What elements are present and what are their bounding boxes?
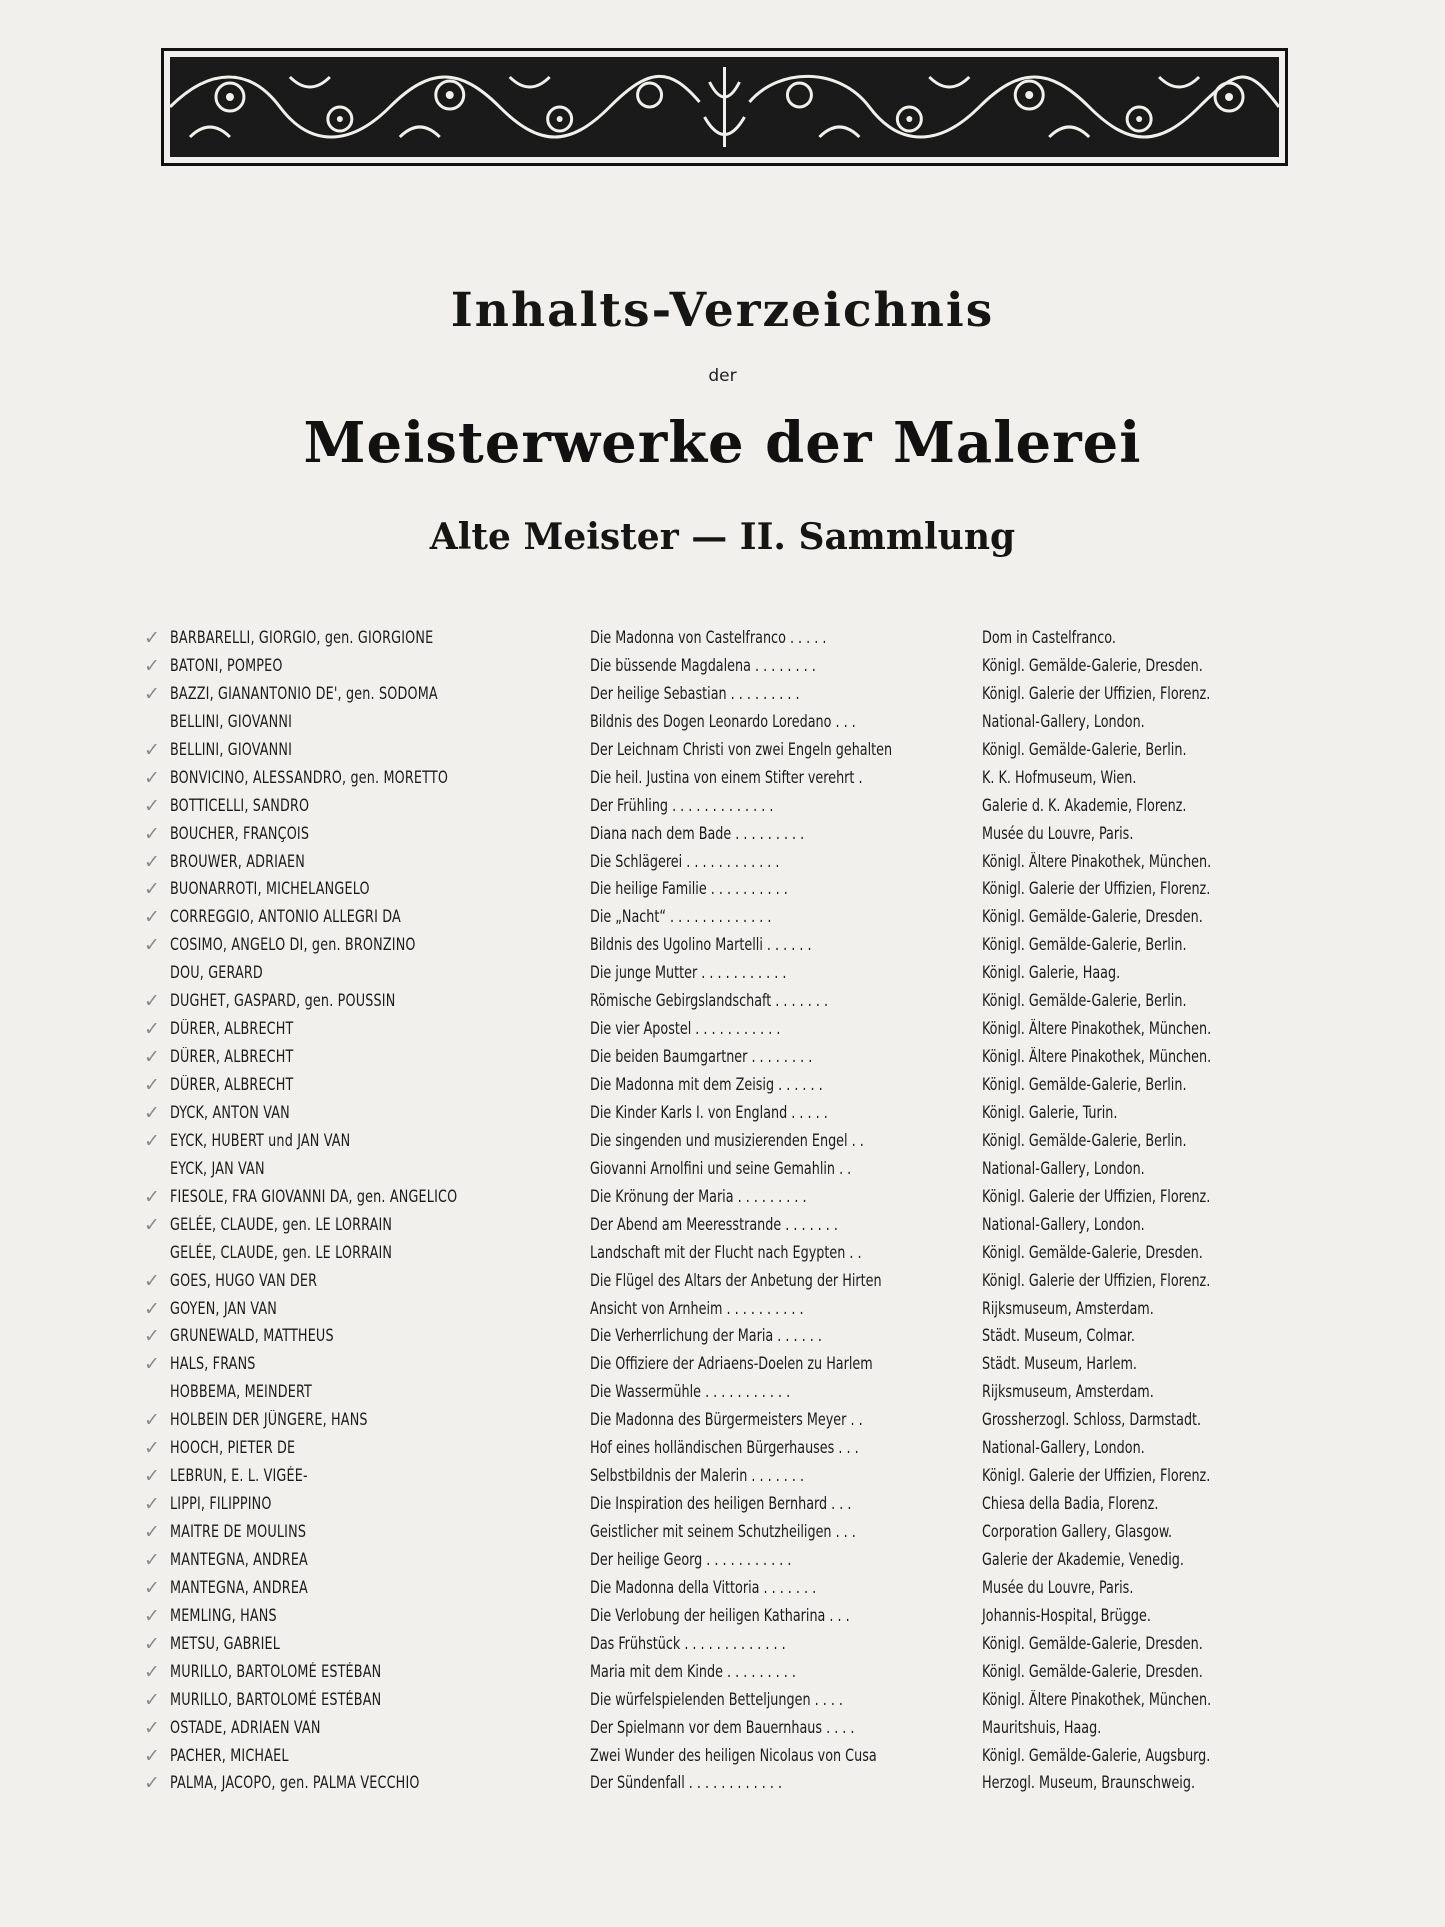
work-location: Königl. Galerie der Uffizien, Florenz.	[982, 683, 1211, 703]
work-title: Diana nach dem Bade . . . . . . . . .	[590, 823, 805, 843]
artist-name: HOLBEIN DER JÜNGERE, HANS	[170, 1410, 368, 1430]
check-mark-icon: ✓	[144, 1409, 160, 1432]
artist-name: BOUCHER, FRANÇOIS	[170, 823, 310, 843]
artist-name: METSU, GABRIEL	[170, 1633, 281, 1653]
artist-name: GOES, HUGO VAN DER	[170, 1270, 318, 1290]
work-title: Die Inspiration des heiligen Bernhard . . .	[590, 1494, 852, 1514]
check-mark-icon: ✓	[144, 1604, 160, 1627]
work-location: K. K. Hofmuseum, Wien.	[982, 767, 1137, 787]
check-mark-icon: ✓	[144, 850, 160, 873]
list-item	[140, 987, 1290, 1015]
artist-name: PALMA, JACOPO, gen. PALMA VECCHIO	[170, 1773, 420, 1793]
list-item	[140, 820, 1290, 848]
artist-name: PACHER, MICHAEL	[170, 1745, 289, 1765]
ornamental-banner	[161, 48, 1288, 166]
check-mark-icon: ✓	[144, 1185, 160, 1208]
check-mark-icon: ✓	[144, 1716, 160, 1739]
check-mark-icon: ✓	[144, 1548, 160, 1571]
work-location: Rijksmuseum, Amsterdam.	[982, 1298, 1154, 1318]
artist-name: HOBBEMA, MEINDERT	[170, 1382, 312, 1402]
work-location: Königl. Ältere Pinakothek, München.	[982, 851, 1212, 871]
work-location: Königl. Gemälde-Galerie, Dresden.	[982, 1242, 1203, 1262]
list-item	[140, 1602, 1290, 1630]
artist-name: DUGHET, GASPARD, gen. POUSSIN	[170, 991, 396, 1011]
work-location: Königl. Ältere Pinakothek, München.	[982, 1689, 1212, 1709]
list-item	[140, 624, 1290, 652]
work-title: Römische Gebirgslandschaft . . . . . . .	[590, 991, 829, 1011]
list-item	[140, 708, 1290, 736]
artist-name: GELÉE, CLAUDE, gen. LE LORRAIN	[170, 1214, 393, 1234]
work-title: Zwei Wunder des heiligen Nicolaus von Cusa	[590, 1745, 877, 1765]
work-title: Das Frühstück . . . . . . . . . . . . .	[590, 1633, 786, 1653]
work-title: Die Krönung der Maria . . . . . . . . .	[590, 1186, 807, 1206]
artist-name: LEBRUN, E. L. VIGÉE-	[170, 1466, 308, 1486]
check-mark-icon: ✓	[144, 1018, 160, 1041]
work-location: Königl. Galerie der Uffizien, Florenz.	[982, 1186, 1211, 1206]
artist-name: BONVICINO, ALESSANDRO, gen. MORETTO	[170, 767, 449, 787]
work-title: Die Wassermühle . . . . . . . . . . .	[590, 1382, 791, 1402]
work-title: Die vier Apostel . . . . . . . . . . .	[590, 1019, 781, 1039]
check-mark-icon: ✓	[144, 1269, 160, 1292]
work-title: Die Kinder Karls I. von England . . . . .	[590, 1102, 828, 1122]
work-location: Grossherzogl. Schloss, Darmstadt.	[982, 1410, 1202, 1430]
work-title: Die Flügel des Altars der Anbetung der Hirten	[590, 1270, 882, 1290]
artist-name: DYCK, ANTON VAN	[170, 1102, 290, 1122]
check-mark-icon: ✓	[144, 1074, 160, 1096]
work-location: Königl. Galerie der Uffizien, Florenz.	[982, 1466, 1211, 1486]
check-mark-icon: ✓	[144, 654, 160, 677]
work-location: Städt. Museum, Colmar.	[982, 1326, 1135, 1346]
artist-name: DÜRER, ALBRECHT	[170, 1047, 294, 1067]
artist-name: BROUWER, ADRIAEN	[170, 851, 305, 871]
work-location: Corporation Gallery, Glasgow.	[982, 1522, 1173, 1541]
check-mark-icon: ✓	[144, 1353, 160, 1376]
list-item	[140, 1350, 1290, 1378]
list-item	[140, 792, 1290, 820]
list-item	[140, 1378, 1290, 1406]
list-item	[140, 764, 1290, 792]
work-location: Städt. Museum, Harlem.	[982, 1354, 1137, 1374]
list-item	[140, 1015, 1290, 1043]
work-location: Chiesa della Badia, Florenz.	[982, 1494, 1159, 1514]
work-title: Die würfelspielenden Betteljungen . . . .	[590, 1689, 843, 1709]
list-item	[140, 1574, 1290, 1602]
artist-name: EYCK, JAN VAN	[170, 1158, 265, 1178]
artist-name: BELLINI, GIOVANNI	[170, 711, 293, 731]
artist-name: DÜRER, ALBRECHT	[170, 1019, 294, 1039]
page-title: Inhalts-Verzeichnis	[450, 283, 995, 338]
artist-name: GRUNEWALD, MATTHEUS	[170, 1326, 334, 1346]
artist-name: MANTEGNA, ANDREA	[170, 1577, 308, 1597]
work-location: Königl. Galerie, Haag.	[982, 963, 1121, 983]
list-item	[140, 1155, 1290, 1183]
work-title: Die büssende Magdalena . . . . . . . .	[590, 655, 816, 675]
list-item	[140, 1183, 1290, 1211]
work-location: Königl. Gemälde-Galerie, Berlin.	[982, 739, 1187, 759]
list-item	[140, 1322, 1290, 1350]
artist-name: DÜRER, ALBRECHT	[170, 1075, 294, 1094]
artist-name: EYCK, HUBERT und JAN VAN	[170, 1130, 351, 1150]
work-title: Die Madonna mit dem Zeisig . . . . . .	[590, 1075, 823, 1094]
check-mark-icon: ✓	[144, 1325, 160, 1348]
artist-name: BOTTICELLI, SANDRO	[170, 795, 310, 815]
artist-name: MANTEGNA, ANDREA	[170, 1549, 308, 1569]
artist-name: OSTADE, ADRIAEN VAN	[170, 1717, 321, 1737]
list-item	[140, 1686, 1290, 1714]
list-item	[140, 1295, 1290, 1323]
artist-name: BATONI, POMPEO	[170, 655, 283, 675]
list-item	[140, 1462, 1290, 1490]
list-item	[140, 1658, 1290, 1686]
check-mark-icon: ✓	[144, 906, 160, 929]
work-location: Galerie d. K. Akademie, Florenz.	[982, 795, 1187, 815]
check-mark-icon: ✓	[144, 878, 160, 901]
page-subtitle: Meisterwerke der Malerei	[303, 410, 1142, 476]
work-location: Königl. Gemälde-Galerie, Dresden.	[982, 655, 1203, 675]
check-mark-icon: ✓	[144, 990, 160, 1013]
artist-name: FIESOLE, FRA GIOVANNI DA, gen. ANGELICO	[170, 1186, 458, 1206]
check-mark-icon: ✓	[144, 1213, 160, 1236]
ornament-icon	[170, 57, 1279, 157]
work-location: Königl. Gemälde-Galerie, Berlin.	[982, 1130, 1187, 1150]
list-item	[140, 848, 1290, 876]
work-title: Der heilige Sebastian . . . . . . . . .	[590, 683, 800, 703]
check-mark-icon: ✓	[144, 766, 160, 789]
work-location: Königl. Galerie der Uffizien, Florenz.	[982, 1270, 1211, 1290]
artist-name: BUONARROTI, MICHELANGELO	[170, 879, 370, 899]
work-location: Rijksmuseum, Amsterdam.	[982, 1382, 1154, 1402]
work-location: Mauritshuis, Haag.	[982, 1717, 1102, 1737]
work-title: Die Verlobung der heiligen Katharina . . .	[590, 1605, 850, 1625]
check-mark-icon: ✓	[144, 1744, 160, 1767]
artist-name: BAZZI, GIANANTONIO DE', gen. SODOMA	[170, 683, 438, 703]
list-item	[140, 1211, 1290, 1239]
work-title: Der Abend am Meeresstrande . . . . . . .	[590, 1214, 838, 1234]
work-title: Der Spielmann vor dem Bauernhaus . . . .	[590, 1717, 855, 1737]
artist-name: CORREGGIO, ANTONIO ALLEGRI DA	[170, 907, 401, 927]
work-location: Dom in Castelfranco.	[982, 628, 1116, 647]
work-title: Der Leichnam Christi von zwei Engeln gehalten	[590, 739, 893, 759]
work-title: Die Verherrlichung der Maria . . . . . .	[590, 1326, 822, 1346]
work-title: Die Schlägerei . . . . . . . . . . . .	[590, 851, 780, 871]
work-title: Die singenden und musizierenden Engel . .	[590, 1130, 864, 1150]
work-location: National-Gallery, London.	[982, 1158, 1145, 1178]
work-title: Die Madonna della Vittoria . . . . . . .	[590, 1577, 817, 1597]
list-item	[140, 903, 1290, 931]
check-mark-icon: ✓	[144, 1465, 160, 1488]
check-mark-icon: ✓	[144, 1046, 160, 1069]
work-title: Selbstbildnis der Malerin . . . . . . .	[590, 1466, 805, 1486]
work-location: Königl. Gemälde-Galerie, Dresden.	[982, 1661, 1203, 1681]
list-item	[140, 652, 1290, 680]
list-item	[140, 1043, 1290, 1071]
check-mark-icon: ✓	[144, 1521, 160, 1543]
check-mark-icon: ✓	[144, 1772, 160, 1795]
check-mark-icon: ✓	[144, 1660, 160, 1683]
work-location: National-Gallery, London.	[982, 1214, 1145, 1234]
artist-name: GELÉE, CLAUDE, gen. LE LORRAIN	[170, 1242, 393, 1262]
work-location: National-Gallery, London.	[982, 1438, 1145, 1458]
check-mark-icon: ✓	[144, 1493, 160, 1516]
list-item	[140, 1546, 1290, 1574]
work-title: Der Sündenfall . . . . . . . . . . . .	[590, 1773, 783, 1793]
artist-name: MEMLING, HANS	[170, 1605, 277, 1625]
check-mark-icon: ✓	[144, 627, 160, 649]
list-item	[140, 931, 1290, 959]
work-location: Königl. Galerie, Turin.	[982, 1102, 1118, 1122]
list-item	[140, 1630, 1290, 1658]
work-title: Bildnis des Dogen Leonardo Loredano . . .	[590, 711, 856, 731]
work-title: Maria mit dem Kinde . . . . . . . . .	[590, 1661, 796, 1681]
list-item	[140, 1714, 1290, 1742]
list-item	[140, 1071, 1290, 1099]
work-location: Musée du Louvre, Paris.	[982, 1577, 1134, 1597]
work-location: Herzogl. Museum, Braunschweig.	[982, 1773, 1196, 1793]
work-location: Königl. Ältere Pinakothek, München.	[982, 1047, 1212, 1067]
check-mark-icon: ✓	[144, 1632, 160, 1655]
artist-name: MAITRE DE MOULINS	[170, 1522, 307, 1541]
check-mark-icon: ✓	[144, 822, 160, 845]
list-item	[140, 1490, 1290, 1518]
artist-name: DOU, GERARD	[170, 963, 263, 983]
work-location: Königl. Gemälde-Galerie, Berlin.	[982, 1075, 1187, 1094]
work-title: Die Offiziere der Adriaens-Doelen zu Harlem	[590, 1354, 873, 1374]
list-item	[140, 1127, 1290, 1155]
artist-name: HALS, FRANS	[170, 1354, 256, 1374]
check-mark-icon: ✓	[144, 738, 160, 761]
work-title: Hof eines holländischen Bürgerhauses . . .	[590, 1438, 859, 1458]
list-item	[140, 1518, 1290, 1546]
list-item	[140, 1267, 1290, 1295]
artist-name: BARBARELLI, GIORGIO, gen. GIORGIONE	[170, 628, 434, 647]
work-location: Königl. Gemälde-Galerie, Dresden.	[982, 1633, 1203, 1653]
artist-name: BELLINI, GIOVANNI	[170, 739, 293, 759]
work-title: Giovanni Arnolfini und seine Gemahlin . .	[590, 1158, 852, 1178]
work-title: Der Frühling . . . . . . . . . . . . .	[590, 795, 774, 815]
check-mark-icon: ✓	[144, 1576, 160, 1599]
check-mark-icon: ✓	[144, 1101, 160, 1124]
contents-list	[140, 624, 1290, 1797]
work-location: Königl. Ältere Pinakothek, München.	[982, 1019, 1212, 1039]
check-mark-icon: ✓	[144, 1297, 160, 1320]
work-title: Die heilige Familie . . . . . . . . . .	[590, 879, 788, 899]
artist-name: MURILLO, BARTOLOMÉ ESTÉBAN	[170, 1661, 382, 1681]
list-item	[140, 1239, 1290, 1267]
work-location: Königl. Galerie der Uffizien, Florenz.	[982, 879, 1211, 899]
work-location: Galerie der Akademie, Venedig.	[982, 1549, 1184, 1569]
list-item	[140, 736, 1290, 764]
work-location: Königl. Gemälde-Galerie, Dresden.	[982, 907, 1203, 927]
check-mark-icon: ✓	[144, 682, 160, 705]
check-mark-icon: ✓	[144, 794, 160, 817]
work-title: Die beiden Baumgartner . . . . . . . .	[590, 1047, 813, 1067]
list-item	[140, 680, 1290, 708]
list-item	[140, 1434, 1290, 1462]
work-title: Der heilige Georg . . . . . . . . . . .	[590, 1549, 792, 1569]
list-item	[140, 959, 1290, 987]
work-title: Bildnis des Ugolino Martelli . . . . . .	[590, 935, 812, 955]
list-item	[140, 1742, 1290, 1770]
check-mark-icon: ✓	[144, 1129, 160, 1152]
artist-name: GOYEN, JAN VAN	[170, 1298, 278, 1318]
work-location: Königl. Gemälde-Galerie, Berlin.	[982, 935, 1187, 955]
list-item	[140, 1099, 1290, 1127]
work-location: Königl. Gemälde-Galerie, Augsburg.	[982, 1745, 1211, 1765]
work-title: Die „Nacht“ . . . . . . . . . . . . .	[590, 907, 772, 927]
artist-name: LIPPI, FILIPPINO	[170, 1494, 272, 1514]
work-location: Königl. Gemälde-Galerie, Berlin.	[982, 991, 1187, 1011]
artist-name: COSIMO, ANGELO DI, gen. BRONZINO	[170, 935, 416, 955]
work-title: Die Madonna des Bürgermeisters Meyer . .	[590, 1410, 863, 1430]
artist-name: HOOCH, PIETER DE	[170, 1438, 296, 1458]
list-item	[140, 1406, 1290, 1434]
collection-heading: Alte Meister — II. Sammlung	[429, 516, 1016, 558]
work-title: Ansicht von Arnheim . . . . . . . . . .	[590, 1298, 804, 1318]
work-title: Die heil. Justina von einem Stifter verehrt .	[590, 767, 863, 787]
check-mark-icon: ✓	[144, 934, 160, 957]
work-location: National-Gallery, London.	[982, 711, 1145, 731]
title-connector: der	[708, 366, 737, 386]
work-title: Geistlicher mit seinem Schutzheiligen . . .	[590, 1522, 856, 1541]
work-title: Die junge Mutter . . . . . . . . . . .	[590, 963, 787, 983]
list-item	[140, 1769, 1290, 1797]
work-title: Landschaft mit der Flucht nach Egypten . .	[590, 1242, 862, 1262]
artist-name: MURILLO, BARTOLOMÉ ESTÉBAN	[170, 1689, 382, 1709]
work-title: Die Madonna von Castelfranco . . . . .	[590, 628, 827, 647]
work-location: Johannis-Hospital, Brügge.	[982, 1605, 1151, 1625]
work-location: Musée du Louvre, Paris.	[982, 823, 1134, 843]
list-item	[140, 875, 1290, 903]
check-mark-icon: ✓	[144, 1437, 160, 1460]
check-mark-icon: ✓	[144, 1688, 160, 1711]
